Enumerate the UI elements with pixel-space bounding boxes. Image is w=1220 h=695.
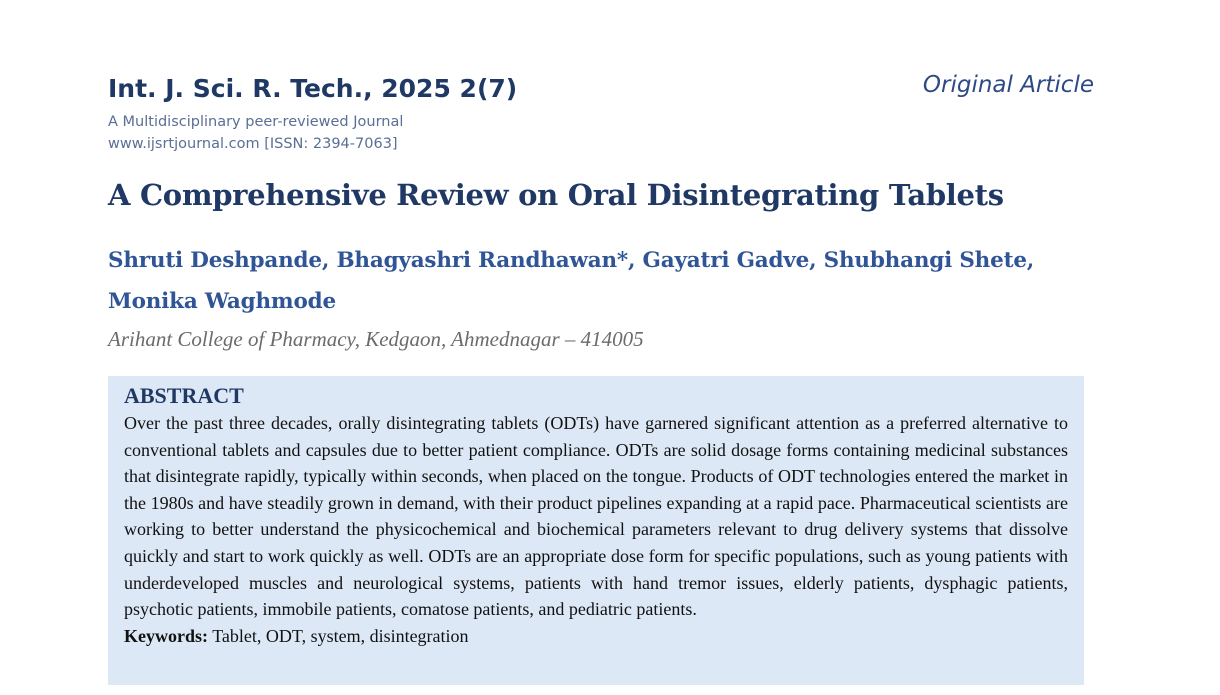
author-list: Shruti Deshpande, Bhagyashri Randhawan*, Gayatri Gadve, Shubhangi Shete, Monika Waghmode xyxy=(108,248,1035,314)
article-type-label: Original Article xyxy=(922,72,1094,98)
journal-subtitle: A Multidisciplinary peer-reviewed Journal xyxy=(108,114,404,130)
abstract-text: Over the past three decades, orally disintegrating tablets (ODTs) have garnered significant attention as a preferred alternative to conventional tablets and capsules due to better patient compliance. ODTs are solid dosage forms containing medicinal substances that disintegrate rapidly, typically within seconds, when placed on the tongue. Products of ODT technologies entered the market in the 1980s and have steadily grown in demand, with their product pipelines expanding at a rapid pace. Pharmaceutical scientists are working to better understand the physicochemical and biochemical parameters relevant to drug delivery systems that dissolve quickly and start to work quickly as well. ODTs are an appropriate dose form for specific populations, such as young patients with underdeveloped muscles and neurological systems, patients with hand tremor issues, elderly patients, dysphagic patients, psychotic patients, immobile patients, comatose patients, and pediatric patients. xyxy=(124,413,1068,620)
keywords-value: Tablet, ODT, system, disintegration xyxy=(212,625,469,646)
paper-title: A Comprehensive Review on Oral Disintegrating Tablets xyxy=(108,178,1004,212)
journal-title: Int. J. Sci. R. Tech., 2025 2(7) xyxy=(108,74,518,103)
abstract-heading: ABSTRACT xyxy=(124,383,244,408)
author-affiliation: Arihant College of Pharmacy, Kedgaon, Ahmednagar – 414005 xyxy=(108,327,644,351)
abstract-section xyxy=(108,376,1084,685)
keywords-label: Keywords: xyxy=(124,625,208,646)
keywords-line xyxy=(124,623,1068,650)
journal-website-issn: www.ijsrtjournal.com [ISSN: 2394-7063] xyxy=(108,136,398,152)
